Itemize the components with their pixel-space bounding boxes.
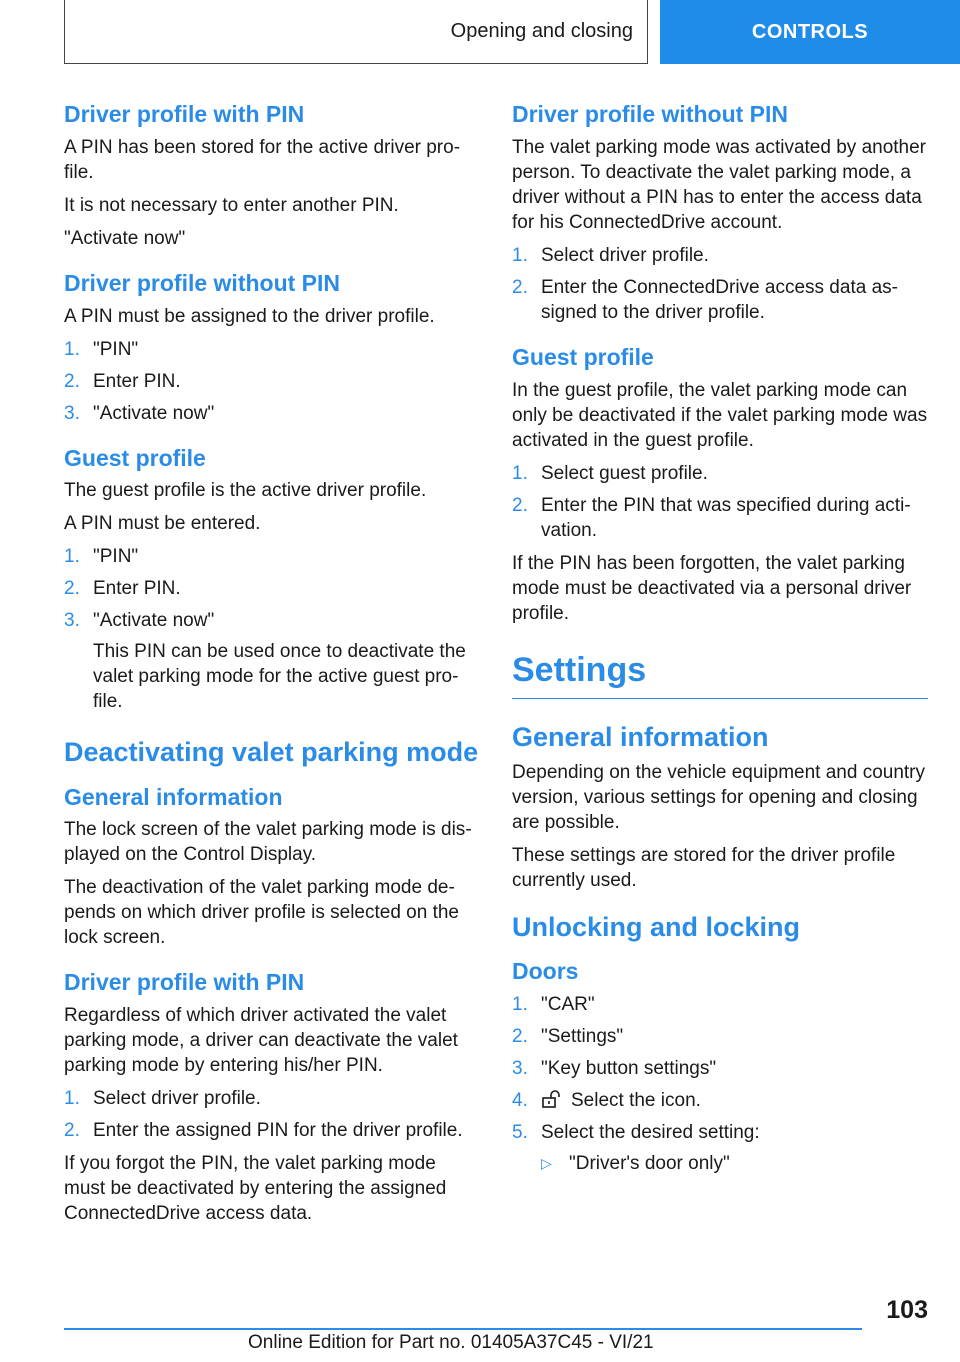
paragraph: It is not necessary to enter another PIN. xyxy=(64,194,399,216)
list-item: 4. Select the icon. xyxy=(512,1089,701,1111)
heading-general-information: General information xyxy=(64,783,283,810)
step-list xyxy=(512,992,928,1176)
list-item: 1. "PIN" xyxy=(64,546,139,568)
paragraph: These settings are stored for the driver profile currently used. xyxy=(512,844,896,891)
list-item: 1. "PIN" xyxy=(64,338,139,360)
step-list xyxy=(512,243,928,325)
step-list xyxy=(64,1086,480,1143)
step-list xyxy=(64,337,480,426)
heading-doors: Doors xyxy=(512,958,579,985)
right-column xyxy=(512,100,928,1184)
heading-settings: Settings xyxy=(512,650,928,700)
list-item: 1. Select driver profile. xyxy=(64,1088,261,1110)
list-item: 3. "Key button settings" xyxy=(512,1057,717,1079)
heading-deactivating-valet-parking-mode: Deactivating valet parking mode xyxy=(64,737,479,768)
list-item: 2. Enter the PIN that was specified during activation. xyxy=(512,494,911,541)
list-item: 2. Enter the ConnectedDrive access data assigned to the driver profile. xyxy=(512,276,898,323)
paragraph: The lock screen of the valet parking mode is displayed on the Control Display. xyxy=(64,819,472,866)
paragraph: The deactivation of the valet parking mode depends on which driver profile is selected on the lock screen. xyxy=(64,877,460,949)
paragraph: If the PIN has been forgotten, the valet parking mode must be deactivated via a personal driver profile. xyxy=(512,552,912,624)
paragraph: In the guest profile, the valet parking mode can only be deactivated if the valet parking mode was activated in the guest profile. xyxy=(512,379,928,451)
paragraph: The valet parking mode was activated by another person. To deactivate the valet parking mode, a driver without a PIN has to enter the access data for his ConnectedDrive account. xyxy=(512,136,927,233)
paragraph: A PIN must be entered. xyxy=(64,513,261,535)
heading-driver-profile-with-pin: Driver profile with PIN xyxy=(64,101,305,127)
paragraph: A PIN must be assigned to the driver profile. xyxy=(64,305,435,327)
list-item: 1. Select driver profile. xyxy=(512,244,709,266)
list-item: 1. Select guest profile. xyxy=(512,462,708,484)
step-list xyxy=(64,544,480,714)
heading-guest-profile-2: Guest profile xyxy=(512,343,654,370)
triangle-bullet-icon: ▷ xyxy=(541,1154,552,1171)
step-note: This PIN can be used once to deactivate the valet parking mode for the active guest profile. xyxy=(93,641,466,713)
footer-divider xyxy=(64,1328,862,1330)
paragraph: "Activate now" xyxy=(64,227,186,249)
list-item: 2. "Settings" xyxy=(512,1025,624,1047)
footer-edition: Online Edition for Part no. 01405A37C45 - VI/21 xyxy=(248,1332,654,1353)
page-header xyxy=(64,0,960,66)
step-list xyxy=(512,461,928,543)
list-item: 5. Select the desired setting: ▷ "Driver's door only" xyxy=(512,1120,928,1176)
section-title: Opening and closing xyxy=(64,0,648,64)
heading-driver-profile-without-pin: Driver profile without PIN xyxy=(64,269,341,296)
chapter-tab[interactable]: CONTROLS xyxy=(660,0,960,64)
sub-list xyxy=(541,1151,928,1176)
list-item: 3. "Activate now" xyxy=(64,402,215,424)
unlock-icon xyxy=(541,1090,563,1108)
list-item: 1. "CAR" xyxy=(512,993,595,1015)
list-item: 2. Enter PIN. xyxy=(64,370,181,392)
heading-driver-profile-with-pin-2: Driver profile with PIN xyxy=(64,969,305,996)
heading-unlocking-and-locking: Unlocking and locking xyxy=(512,911,801,942)
page-number: 103 xyxy=(886,1296,928,1324)
list-item: 2. Enter PIN. xyxy=(64,578,181,600)
list-item: 3. "Activate now" This PIN can be used once to deactivate the valet parking mode for the active guest profile. xyxy=(64,608,480,714)
paragraph: Regardless of which driver activated the valet parking mode, a driver can deactivate the valet parking mode by entering his/her PIN. xyxy=(64,1005,458,1077)
paragraph: Depending on the vehicle equipment and country version, various settings for opening and closing are possible. xyxy=(512,761,926,833)
sub-list-item: ▷ "Driver's door only" xyxy=(541,1152,730,1174)
left-column xyxy=(64,100,480,1234)
heading-guest-profile: Guest profile xyxy=(64,444,206,471)
paragraph: A PIN has been stored for the active driver profile. xyxy=(64,136,461,183)
paragraph: If you forgot the PIN, the valet parking mode must be deactivated by entering the assigned ConnectedDrive access data. xyxy=(64,1153,447,1225)
list-item: 2. Enter the assigned PIN for the driver profile. xyxy=(64,1120,463,1142)
paragraph: The guest profile is the active driver profile. xyxy=(64,480,427,502)
heading-general-information-2: General information xyxy=(512,722,769,753)
heading-driver-profile-without-pin-2: Driver profile without PIN xyxy=(512,101,789,127)
